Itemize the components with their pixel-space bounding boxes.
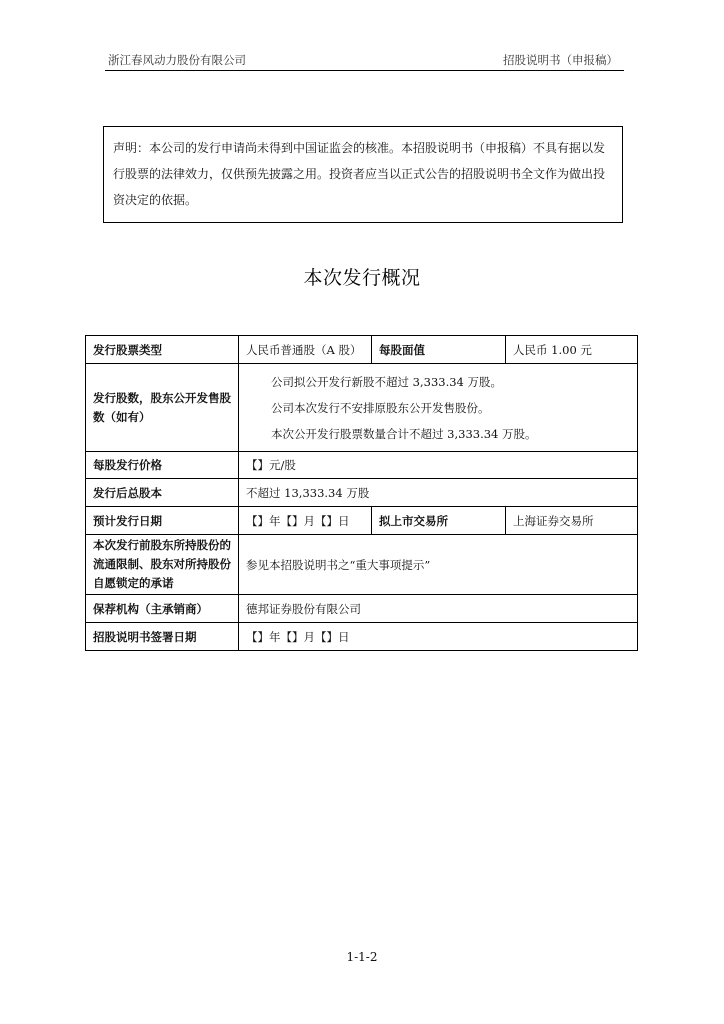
row-value-sponsor: 德邦证券股份有限公司 xyxy=(239,595,638,623)
table-row xyxy=(86,336,638,364)
row-label-total-shares: 发行后总股本 xyxy=(86,479,239,507)
row-value-sign-date: 【】年【】月【】日 xyxy=(239,623,638,651)
header-company: 浙江春风动力股份有限公司 xyxy=(108,53,246,67)
row-label-sponsor: 保荐机构（主承销商） xyxy=(86,595,239,623)
row-value-par-value: 人民币 1.00 元 xyxy=(506,336,638,364)
row-label-stock-type: 发行股票类型 xyxy=(86,336,239,364)
row-value-total-shares: 不超过 13,333.34 万股 xyxy=(239,479,638,507)
page-title: 本次发行概况 xyxy=(303,267,421,289)
table-row xyxy=(86,595,638,623)
shares-line-3: 本次公开发行股票数量合计不超过 3,333.34 万股。 xyxy=(271,426,537,441)
row-value-issue-date: 【】年【】月【】日 xyxy=(239,507,372,535)
row-value-issue-price: 【】元/股 xyxy=(239,452,638,479)
row-value-shares-issued xyxy=(239,364,638,452)
row-value-lockup: 参见本招股说明书之“重大事项提示” xyxy=(239,535,638,595)
row-value-exchange: 上海证券交易所 xyxy=(506,507,638,535)
disclaimer-notice: 声明：本公司的发行申请尚未得到中国证监会的核准。本招股说明书（申报稿）不具有据以发行股票的法律效力，仅供预先披露之用。投资者应当以正式公告的招股说明书全文作为做出投资决定的依据。 xyxy=(103,126,623,223)
page-header xyxy=(105,50,624,71)
table-row xyxy=(86,535,638,595)
table-row xyxy=(86,623,638,651)
row-label-shares-issued: 发行股数，股东公开发售股数（如有） xyxy=(86,364,239,452)
page-number: 1-1-2 xyxy=(346,950,378,964)
table-row xyxy=(86,507,638,535)
table-row xyxy=(86,452,638,479)
row-label-exchange: 拟上市交易所 xyxy=(372,507,506,535)
row-value-stock-type: 人民币普通股（A 股） xyxy=(239,336,372,364)
table-row xyxy=(86,479,638,507)
offering-summary-table xyxy=(85,335,638,651)
row-label-lockup: 本次发行前股东所持股份的流通限制、股东对所持股份自愿锁定的承诺 xyxy=(86,535,239,595)
shares-line-2: 公司本次发行不安排原股东公开发售股份。 xyxy=(271,400,490,415)
row-label-issue-date: 预计发行日期 xyxy=(86,507,239,535)
row-label-par-value: 每股面值 xyxy=(372,336,506,364)
row-label-issue-price: 每股发行价格 xyxy=(86,452,239,479)
shares-line-1: 公司拟公开发行新股不超过 3,333.34 万股。 xyxy=(271,374,503,389)
row-label-sign-date: 招股说明书签署日期 xyxy=(86,623,239,651)
table-row xyxy=(86,364,638,452)
header-doc-title: 招股说明书（申报稿） xyxy=(503,53,618,67)
